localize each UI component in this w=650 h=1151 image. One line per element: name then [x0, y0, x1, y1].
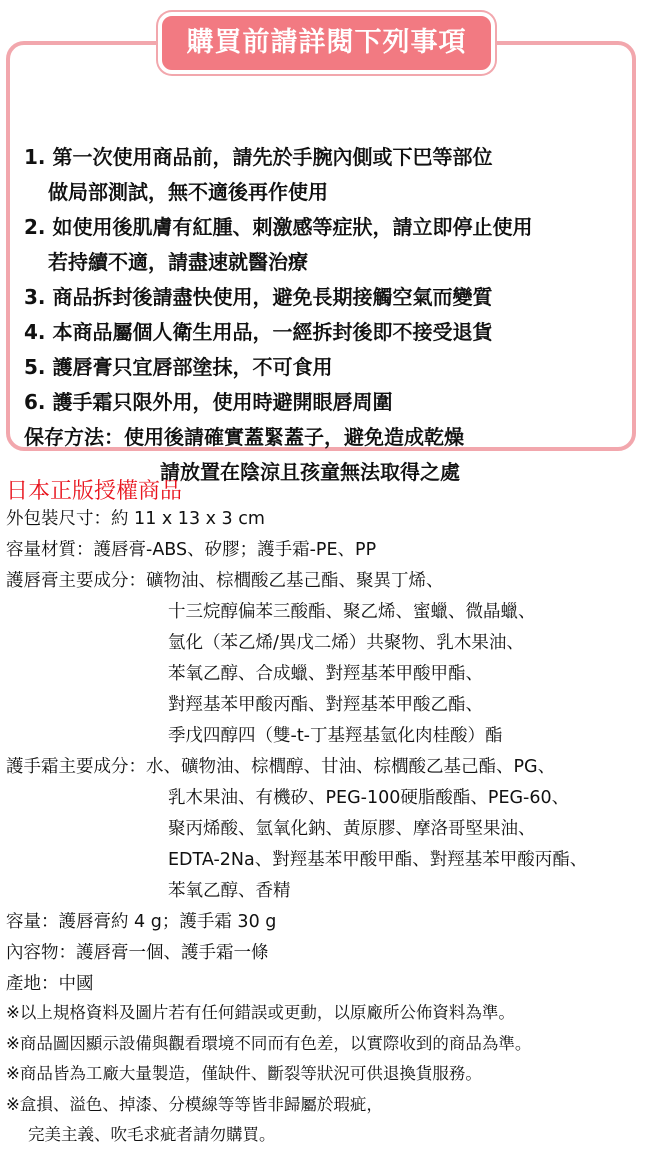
notice-box [6, 41, 636, 484]
disclaimer-line: 完美主義、吹毛求疵者請勿購買。 [28, 1125, 276, 1144]
notice-item-4: 4. 本商品屬個人衛生用品，一經拆封後即不接受退貨 [24, 320, 493, 344]
notice-list [24, 140, 532, 490]
notice-item-2: 2. 如使用後肌膚有紅腫、刺激感等症狀，請立即停止使用 [24, 215, 533, 239]
spec-lip-row [6, 566, 646, 597]
hand-ingredients-line: 水、礦物油、棕櫚醇、甘油、棕櫚酸乙基己酯、PG、 [146, 757, 556, 777]
spec-material: 容量材質：護唇膏-ABS、矽膠；護手霜-PE、PP [6, 540, 377, 560]
hand-ingredients-label: 護手霜主要成分： [6, 757, 146, 777]
lip-ingredients-label: 護唇膏主要成分： [6, 571, 146, 591]
hand-ingredients-line: 乳木果油、有機矽、PEG-100硬脂酸酯、PEG-60、 [168, 788, 570, 808]
hand-ingredients-line: EDTA-2Na、對羥基苯甲酸甲酯、對羥基苯甲酸丙酯、 [168, 850, 588, 870]
spec-heading: 日本正版授權商品 [6, 479, 183, 504]
notice-item-5: 5. 護唇膏只宜唇部塗抹，不可食用 [24, 355, 333, 379]
disclaimer-line: ※商品皆為工廠大量製造，僅缺件、斷裂等狀況可供退換貨服務。 [6, 1064, 482, 1083]
lip-ingredients-line: 十三烷醇偏苯三酸酯、聚乙烯、蜜蠟、微晶蠟、 [168, 602, 536, 622]
disclaimer [6, 998, 646, 1151]
storage-method-cont: 請放置在陰涼且孩童無法取得之處 [160, 460, 460, 484]
notice-item-1-cont: 做局部測試，無不適後再作使用 [48, 180, 328, 204]
lip-ingredients-line: 礦物油、棕櫚酸乙基己酯、聚異丁烯、 [146, 571, 444, 591]
lip-ingredients-line: 季戊四醇四（雙-t-丁基羥基氫化肉桂酸）酯 [168, 726, 503, 746]
notice-item-6: 6. 護手霜只限外用，使用時避開眼唇周圍 [24, 390, 393, 414]
notice-item-2-cont: 若持續不適，請盡速就醫治療 [48, 250, 308, 274]
spec-contents: 內容物：護唇膏一個、護手霜一條 [6, 943, 269, 963]
lip-ingredients-line: 對羥基苯甲酸丙酯、對羥基苯甲酸乙酯、 [168, 695, 483, 715]
spec-origin: 產地：中國 [6, 974, 94, 994]
disclaimer-line: ※商品圖因顯示設備與觀看環境不同而有色差，以實際收到的商品為準。 [6, 1033, 532, 1053]
hand-ingredients-line: 苯氧乙醇、香精 [168, 881, 291, 901]
spec-hand-row [6, 752, 646, 783]
spec-capacity: 容量：護唇膏約 4 g；護手霜 30 g [6, 912, 277, 932]
disclaimer-line: ※盒損、溢色、掉漆、分模線等等皆非歸屬於瑕疵， [6, 1094, 383, 1114]
storage-method: 保存方法：使用後請確實蓋緊蓋子，避免造成乾燥 [24, 425, 464, 449]
spec-list [6, 504, 646, 1000]
hand-ingredients-line: 聚丙烯酸、氫氧化鈉、黃原膠、摩洛哥堅果油、 [168, 819, 536, 839]
notice-title: 購買前請詳閱下列事項 [158, 12, 495, 74]
spec-size: 外包裝尺寸：約 11 x 13 x 3 cm [6, 509, 265, 529]
lip-ingredients-line: 氫化（苯乙烯/異戊二烯）共聚物、乳木果油、 [168, 633, 524, 653]
notice-item-3: 3. 商品拆封後請盡快使用，避免長期接觸空氣而變質 [24, 285, 493, 309]
lip-ingredients-line: 苯氧乙醇、合成蠟、對羥基苯甲酸甲酯、 [168, 664, 483, 684]
notice-item-1: 1. 第一次使用商品前，請先於手腕內側或下巴等部位 [24, 145, 493, 169]
disclaimer-line: ※以上規格資料及圖片若有任何錯誤或更動，以原廠所公佈資料為準。 [6, 1003, 515, 1022]
